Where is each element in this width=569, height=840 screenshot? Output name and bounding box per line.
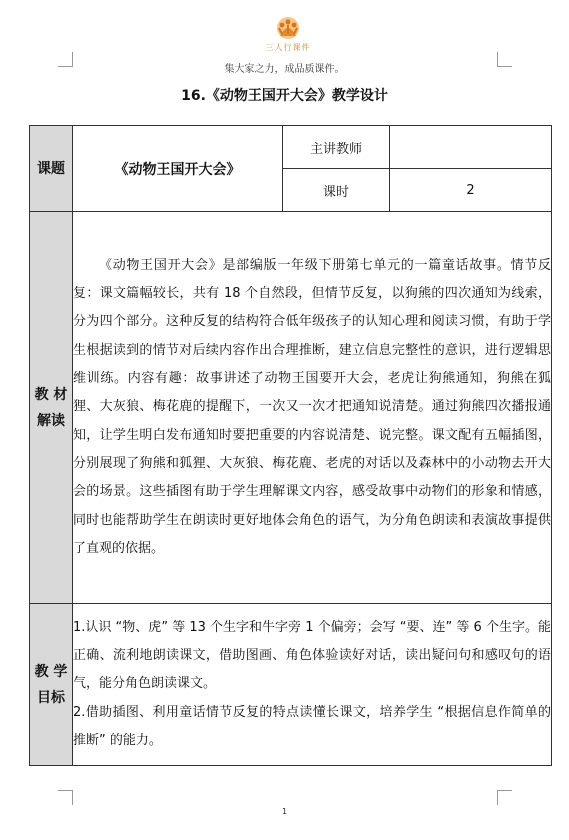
goals-label-line-2: 目标	[37, 689, 65, 706]
tagline: 集大家之力，成品质课件。	[224, 64, 345, 75]
goals-label	[30, 604, 73, 766]
analysis-content	[73, 212, 552, 604]
document-title: 16.《动物王国开大会》教学设计	[181, 88, 388, 104]
analysis-label	[30, 212, 73, 604]
brand-logo	[258, 14, 318, 52]
analysis-label-line-1: 教 材	[34, 386, 68, 403]
goal-item-2: 2.借助插图、利用童话情节反复的特点读懂长课文，培养学生 “根据信息作简单的推断” 的能力。	[73, 704, 551, 748]
lesson-title: 《动物王国开大会》	[73, 126, 283, 212]
analysis-text: 《动物王国开大会》是部编版一年级下册第七单元的一篇童话故事。情节反复：课文篇幅较长，共有 18 个自然段，但情节反复，以狗熊的四次通知为线索，分为四个部分。这种反复的结构符合低年级孩子的认知心理和阅读习惯，有助于学生根据读到的情节对后续内容作出合理推断，建立信息完整性的意识，进行逻辑思维训练。内容有趣：故事讲述了动物王国要开大会，老虎让狗熊通知，狗熊在狐狸、大灰狼、梅花鹿的提醒下，一次又一次才把通知说清楚。通过狗熊四次播报通知，让学生明白发布通知时要把重要的内容说清楚、说完整。课文配有五幅插图，分别展现了狗熊和狐狸、大灰狼、梅花鹿、老虎的对话以及森林中的小动物去开大会的场景。这些插图有助于学生理解课文内容，感受故事中动物们的形象和情感，同时也能帮助学生在朗读时更好地体会角色的语气，为分角色朗读和表演故事提供了直观的依据。	[73, 257, 551, 556]
crop-mark-bottom-right	[497, 790, 512, 805]
goals-content	[73, 604, 552, 766]
teacher-value	[390, 126, 552, 169]
crop-mark-bottom-left	[58, 790, 73, 805]
logo-text: 三人行课件	[265, 43, 311, 52]
hours-label: 课时	[283, 169, 390, 212]
goal-item-1: 1.认识 “物、虎” 等 13 个生字和牛字旁 1 个偏旁；会写 “要、连” 等 6 个生字。能正确、流利地朗读课文，借助图画、角色体验读好对话，读出疑问句和感叹句的语气，能分角色朗读课文。	[73, 619, 551, 692]
analysis-label-line-2: 解读	[37, 412, 65, 429]
hours-value: 2	[390, 169, 552, 212]
topic-label: 课题	[30, 126, 73, 212]
page-number: 1	[281, 807, 288, 816]
teacher-label: 主讲教师	[283, 126, 390, 169]
goals-label-line-1: 教 学	[34, 663, 68, 680]
logo-figures-icon	[258, 14, 318, 44]
lesson-plan-table	[29, 125, 552, 766]
